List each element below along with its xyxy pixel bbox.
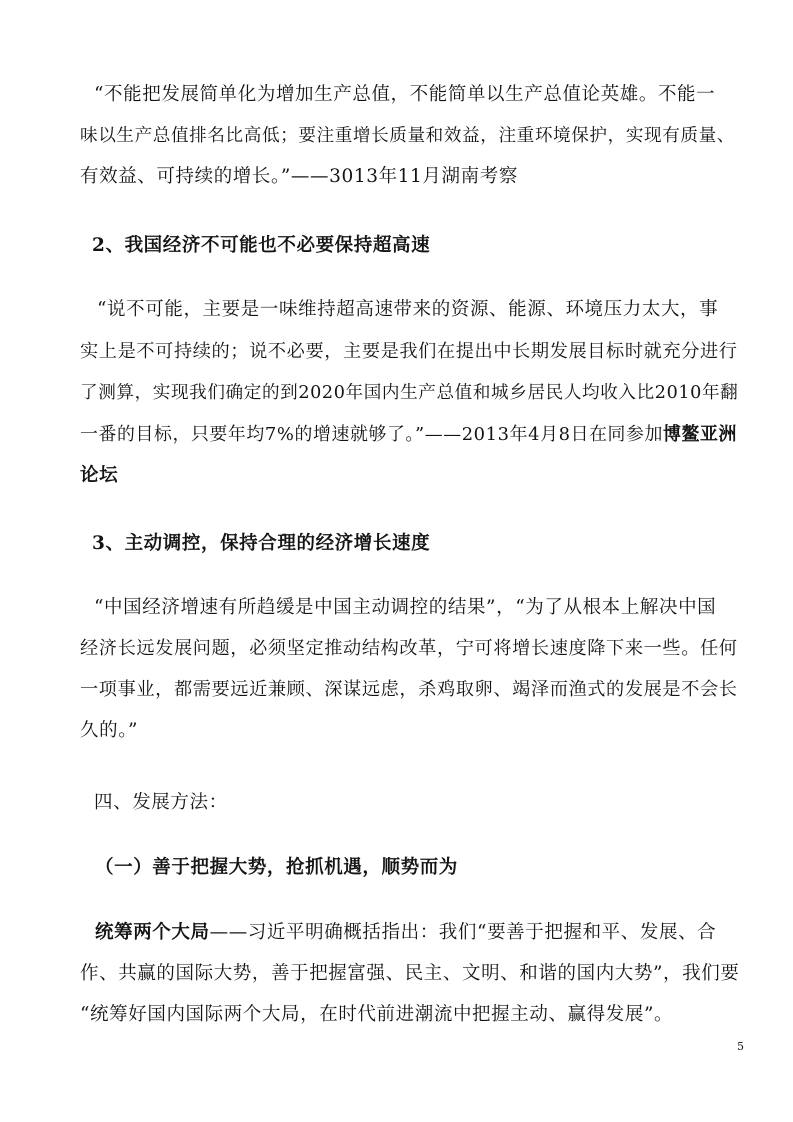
section-4-heading: 四、发展方法： <box>94 792 228 813</box>
paragraph-3-line-3: 一项事业，都需要远近兼顾、深谋远虑，杀鸡取卵、竭泽而渔式的发展是不会长 <box>80 679 738 700</box>
paragraph-2-line-1: “说不可能，主要是一味维持超高速带来的资源、能源、环境压力太大，事 <box>97 299 719 320</box>
paragraph-3-line-1: “中国经济增速有所趋缓是中国主动调控的结果”，“为了从根本上解决中国 <box>94 597 717 618</box>
paragraph-1-line-1: “不能把发展简单化为增加生产总值，不能简单以生产总值论英雄。不能一 <box>94 84 716 105</box>
paragraph-1-line-2: 味以生产总值排名比高低；要注重增长质量和效益，注重环境保护，实现有质量、 <box>80 126 735 146</box>
paragraph-2-line-4-text: 一番的目标，只要年均7%的增速就够了。”——2013年4月8日在同参加 <box>80 424 664 445</box>
paragraph-4-line-1-text: ——习近平明确概括指出：我们“要善于把握和平、发展、合 <box>209 922 717 943</box>
boao-forum-text: 博鳌亚洲 <box>663 424 737 445</box>
paragraph-4-line-2: 作、共赢的国际大势，善于把握富强、民主、文明、和谐的国内大势”，我们要 <box>80 963 740 984</box>
page-number: 5 <box>737 1040 744 1053</box>
heading-3: 3、主动调控，保持合理的经济增长速度 <box>92 533 431 554</box>
heading-2: 2、我国经济不可能也不必要保持超高速 <box>92 235 431 256</box>
subsection-1-heading: （一）善于把握大势，抢抓机遇，顺势而为 <box>95 857 458 878</box>
paragraph-3-line-2: 经济长远发展问题，必须坚定推动结构改革，宁可将增长速度降下来一些。任何 <box>80 638 738 659</box>
paragraph-4-line-1 <box>95 920 716 946</box>
paragraph-2-line-4 <box>80 422 737 448</box>
paragraph-2-line-2: 实上是不可持续的；说不必要，主要是我们在提出中长期发展目标时就充分进行 <box>80 341 738 362</box>
two-overall-situations-term: 统筹两个大局 <box>95 922 210 943</box>
paragraph-2-line-3: 了测算，实现我们确定的到2020年国内生产总值和城乡居民人均收入比2010年翻 <box>80 383 739 403</box>
paragraph-2-line-5: 论坛 <box>80 465 119 486</box>
paragraph-3-line-4: 久的。” <box>80 720 139 741</box>
paragraph-1-line-3: 有效益、可持续的增长。”——3013年11月湖南考察 <box>80 166 518 187</box>
paragraph-4-line-3: “统筹好国内国际两个大局，在时代前进潮流中把握主动、赢得发展”。 <box>80 1004 674 1025</box>
